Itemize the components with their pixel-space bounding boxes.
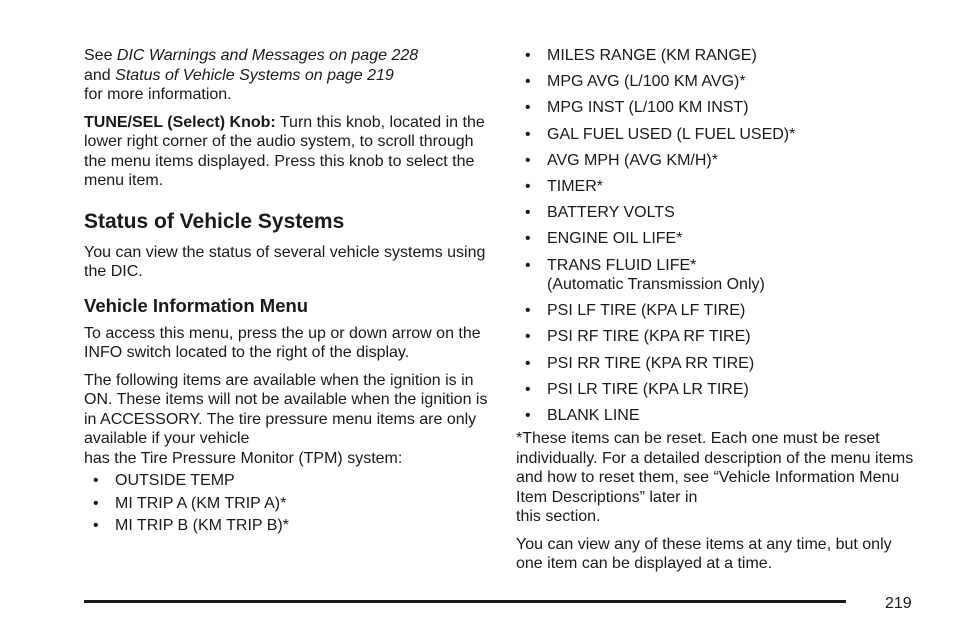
item-label: PSI LR TIRE (KPA LR TIRE) [547, 380, 749, 398]
knob-text-2: in the lower right corner of the audio system, to scroll through the menu items displayed. Press this knob to select the [84, 113, 485, 170]
list-item [84, 516, 489, 536]
intro-paragraph [84, 46, 489, 105]
intro-more: for more information. [84, 86, 232, 103]
ref-status-vehicle-systems: Status of Vehicle Systems on page 219 [115, 66, 394, 84]
item-label: TRANS FLUID LIFE* [547, 256, 697, 274]
access-paragraph: To access this menu, press the up or down arrow on the INFO switch located to the right of the display. [84, 324, 481, 361]
section-heading: Status of Vehicle Systems [84, 209, 345, 233]
reset-paragraph [516, 429, 916, 527]
item-label: ENGINE OIL LIFE* [547, 230, 683, 248]
bullet-icon: • [93, 517, 99, 534]
list-item [516, 203, 916, 223]
list-item [84, 471, 489, 491]
bullet-icon: • [93, 494, 99, 512]
left-column [84, 46, 489, 539]
knob-text-3: menu item. [84, 172, 164, 189]
knob-text-1: Turn this knob, located [275, 113, 442, 131]
item-label: MPG INST (L/100 KM INST) [547, 99, 749, 117]
list-item [516, 177, 916, 197]
item-label: BATTERY VOLTS [547, 204, 675, 222]
list-item [516, 380, 916, 400]
list-item [516, 46, 916, 66]
item-note: (Automatic Transmission Only) [547, 276, 765, 293]
list-item [516, 125, 916, 145]
item-label: GAL FUEL USED (L FUEL USED)* [547, 125, 796, 143]
following-text-last: has the Tire Pressure Monitor (TPM) system: [84, 449, 403, 467]
reset-text: *These items can be reset. Each one must be reset individually. For a detailed description of the menu items and how to reset them, see “Vehicle Information Menu Item Descriptions” later in [516, 430, 914, 506]
bullet-icon: • [525, 354, 531, 372]
page-number: 219 [885, 595, 912, 612]
list-item [516, 229, 916, 249]
bullet-icon: • [525, 380, 531, 398]
list-item [84, 494, 489, 514]
intro-see: See [84, 47, 117, 64]
bullet-icon: • [525, 256, 531, 274]
bullet-icon: • [525, 99, 531, 117]
item-label: MPG AVG (L/100 KM AVG)* [547, 73, 746, 91]
item-label: PSI RR TIRE (KPA RR TIRE) [547, 354, 755, 372]
ref-dic-warnings: DIC Warnings and Messages on page 228 [116, 47, 419, 64]
footer-rule [84, 600, 846, 603]
status-paragraph: You can view the status of several vehicle systems using the DIC. [84, 243, 486, 280]
item-label: OUTSIDE TEMP [115, 472, 235, 489]
view-paragraph: You can view any of these items at any time, but only one item can be displayed at a time. [516, 535, 892, 573]
knob-label: TUNE/SEL (Select) Knob: [84, 113, 276, 131]
right-column [516, 46, 916, 582]
list-item [516, 256, 916, 295]
bullet-icon: • [525, 151, 531, 169]
item-label: PSI LF TIRE (KPA LF TIRE) [547, 302, 746, 320]
reset-text-last: this section. [516, 508, 601, 526]
bullet-icon: • [525, 302, 531, 320]
bullet-icon: • [525, 47, 531, 64]
item-label: MI TRIP A (KM TRIP A)* [115, 494, 287, 512]
bullet-icon: • [525, 230, 531, 248]
list-item [516, 406, 916, 426]
item-label: MILES RANGE (KM RANGE) [547, 47, 757, 64]
item-label: AVG MPH (AVG KM/H)* [547, 151, 718, 169]
list-item [516, 98, 916, 118]
list-item [516, 151, 916, 171]
bullet-icon: • [525, 406, 531, 424]
left-item-list [84, 471, 489, 536]
subsection-heading: Vehicle Information Menu [84, 294, 309, 316]
item-label: BLANK LINE [547, 406, 640, 424]
bullet-icon: • [525, 177, 531, 195]
bullet-icon: • [93, 472, 99, 489]
following-paragraph [84, 371, 489, 469]
bullet-icon: • [525, 328, 531, 346]
list-item [516, 72, 916, 92]
list-item [516, 327, 916, 347]
right-item-list [516, 46, 916, 425]
list-item [516, 301, 916, 321]
knob-paragraph [84, 113, 489, 191]
list-item [516, 354, 916, 374]
bullet-icon: • [525, 204, 531, 222]
bullet-icon: • [525, 73, 531, 91]
item-label: MI TRIP B (KM TRIP B)* [115, 517, 289, 534]
item-label: PSI RF TIRE (KPA RF TIRE) [547, 328, 751, 346]
following-text: The following items are available when the ignition is in ON. These items will not be available when the ignition is in ACCESSORY. The tire pressure menu items are only available if your vehicle [84, 371, 488, 447]
bullet-icon: • [525, 125, 531, 143]
item-label: TIMER* [547, 177, 603, 195]
intro-and: and [84, 66, 116, 84]
